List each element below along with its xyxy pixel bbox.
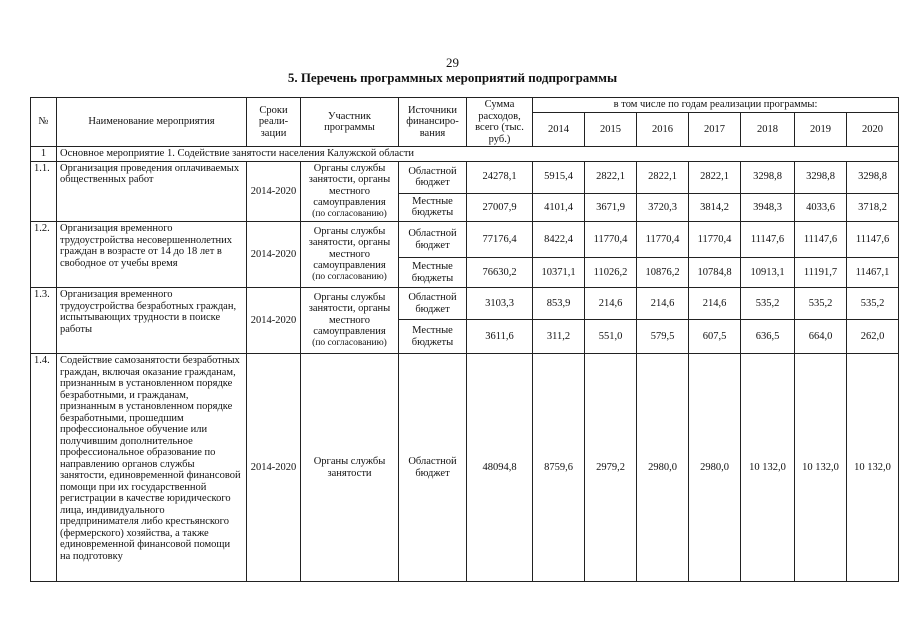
row-num: 1.3.: [31, 288, 57, 354]
page-number: 29: [446, 55, 459, 70]
row-year-value: 262,0: [847, 320, 899, 354]
row-year-value: 11147,6: [847, 222, 899, 258]
header-num: №: [31, 98, 57, 147]
row-total: 48094,8: [467, 354, 533, 582]
row-year-value: 2980,0: [689, 354, 741, 582]
row-total: 3611,6: [467, 320, 533, 354]
row-year-value: 551,0: [585, 320, 637, 354]
row-year-value: 10913,1: [741, 258, 795, 288]
row-name: Организация временного трудоустройства несовершеннолетних граждан в возрасте от 14 до 18 лет в свободное от учебы время: [57, 222, 247, 288]
row-year-value: 2980,0: [637, 354, 689, 582]
row-participant: [301, 222, 399, 288]
header-year: 2018: [741, 112, 795, 146]
table-row: [31, 222, 899, 258]
row-source: Местные бюджеты: [399, 193, 467, 221]
row-year-value: 636,5: [741, 320, 795, 354]
participant-text: Органы службы занятости: [313, 456, 386, 479]
row-num: 1.4.: [31, 354, 57, 582]
header-year: 2015: [585, 112, 637, 146]
header-years-group: в том числе по годам реализации программы:: [533, 98, 899, 113]
row-num: 1.2.: [31, 222, 57, 288]
row-year-value: 10371,1: [533, 258, 585, 288]
participant-text: Органы службы занятости, органы местного самоуправления: [308, 225, 391, 272]
header-total: Сумма расходов, всего (тыс. руб.): [467, 98, 533, 147]
row-source: Областной бюджет: [399, 161, 467, 193]
row-year-value: 214,6: [689, 288, 741, 320]
header-name: Наименование мероприятия: [57, 98, 247, 147]
row-year-value: 3298,8: [847, 161, 899, 193]
header-year: 2019: [795, 112, 847, 146]
row-year-value: 535,2: [795, 288, 847, 320]
row-year-value: 3948,3: [741, 193, 795, 221]
row-year-value: 11147,6: [741, 222, 795, 258]
row-name: Содействие самозанятости безработных граждан, включая оказание гражданам, признанным в установленном порядке безработными, и гражданам, признанным в установленном порядке безработными, прошедшим профессиональное обучение или получившим дополнительное профессиональное образование по направлению органов службы занятости, единовременной финансовой помощи при их государственной регистрации в качестве юридического лица, индивидуального предпринимателя либо крестьянского (фермерского) хозяйства, а также единовременной финансовой помощи на подготовку: [57, 354, 247, 582]
table-row: [31, 288, 899, 320]
row-year-value: 607,5: [689, 320, 741, 354]
header-year: 2016: [637, 112, 689, 146]
participant-note: (по согласованию): [312, 337, 387, 348]
row-year-value: 11770,4: [637, 222, 689, 258]
row-year-value: 3298,8: [795, 161, 847, 193]
row-participant: [301, 161, 399, 222]
row-year-value: 4033,6: [795, 193, 847, 221]
participant-note: (по согласованию): [312, 271, 387, 282]
row-total: 3103,3: [467, 288, 533, 320]
row-year-value: 579,5: [637, 320, 689, 354]
table-row: [31, 161, 899, 193]
header-participant: Участник программы: [301, 98, 399, 147]
row-source: Местные бюджеты: [399, 258, 467, 288]
row-year-value: 4101,4: [533, 193, 585, 221]
row-year-value: 5915,4: [533, 161, 585, 193]
header-sources: Источники финансиро-вания: [399, 98, 467, 147]
row-year-value: 11770,4: [689, 222, 741, 258]
row-year-value: 311,2: [533, 320, 585, 354]
row-year-value: 10876,2: [637, 258, 689, 288]
row-year-value: 3718,2: [847, 193, 899, 221]
row-year-value: 3671,9: [585, 193, 637, 221]
program-activities-table: [30, 97, 899, 582]
row-terms: 2014-2020: [247, 222, 301, 288]
row-year-value: 8422,4: [533, 222, 585, 258]
row-year-value: 853,9: [533, 288, 585, 320]
row-year-value: 535,2: [847, 288, 899, 320]
row-terms: 2014-2020: [247, 161, 301, 222]
row-year-value: 11467,1: [847, 258, 899, 288]
row-year-value: 11026,2: [585, 258, 637, 288]
row-total: 27007,9: [467, 193, 533, 221]
row-name: Организация проведения оплачиваемых общественных работ: [57, 161, 247, 222]
row-year-value: 11147,6: [795, 222, 847, 258]
row-terms: 2014-2020: [247, 288, 301, 354]
row-year-value: 3720,3: [637, 193, 689, 221]
row-source: Областной бюджет: [399, 288, 467, 320]
row-year-value: 10 132,0: [847, 354, 899, 582]
row-year-value: 535,2: [741, 288, 795, 320]
row-year-value: 664,0: [795, 320, 847, 354]
participant-note: (по согласованию): [312, 208, 387, 219]
row-total: 24278,1: [467, 161, 533, 193]
section-title: Основное мероприятие 1. Содействие занятости населения Калужской области: [57, 147, 899, 162]
row-source: Областной бюджет: [399, 222, 467, 258]
row-total: 76630,2: [467, 258, 533, 288]
row-year-value: 11770,4: [585, 222, 637, 258]
row-num: 1.1.: [31, 161, 57, 222]
row-year-value: 2822,1: [689, 161, 741, 193]
row-year-value: 214,6: [585, 288, 637, 320]
row-total: 77176,4: [467, 222, 533, 258]
row-year-value: 3814,2: [689, 193, 741, 221]
header-year: 2017: [689, 112, 741, 146]
row-source: Местные бюджеты: [399, 320, 467, 354]
header-year: 2014: [533, 112, 585, 146]
row-participant: [301, 288, 399, 354]
row-terms: 2014-2020: [247, 354, 301, 582]
participant-text: Органы службы занятости, органы местного самоуправления: [308, 162, 391, 208]
row-participant: [301, 354, 399, 582]
row-year-value: 8759,6: [533, 354, 585, 582]
section-num: 1: [31, 147, 57, 162]
row-year-value: 10 132,0: [741, 354, 795, 582]
row-year-value: 214,6: [637, 288, 689, 320]
participant-text: Органы службы занятости, органы местного самоуправления: [308, 291, 391, 338]
row-year-value: 10784,8: [689, 258, 741, 288]
row-name: Организация временного трудоустройства безработных граждан, испытывающих трудности в поиске работы: [57, 288, 247, 354]
row-year-value: 3298,8: [741, 161, 795, 193]
row-year-value: 2822,1: [585, 161, 637, 193]
section-row: [31, 147, 899, 162]
table-row: [31, 354, 899, 582]
header-year: 2020: [847, 112, 899, 146]
row-year-value: 11191,7: [795, 258, 847, 288]
row-source: Областной бюджет: [399, 354, 467, 582]
row-year-value: 10 132,0: [795, 354, 847, 582]
row-year-value: 2822,1: [637, 161, 689, 193]
header-terms: Сроки реали-зации: [247, 98, 301, 147]
page-title: 5. Перечень программных мероприятий подпрограммы: [287, 70, 618, 85]
row-year-value: 2979,2: [585, 354, 637, 582]
